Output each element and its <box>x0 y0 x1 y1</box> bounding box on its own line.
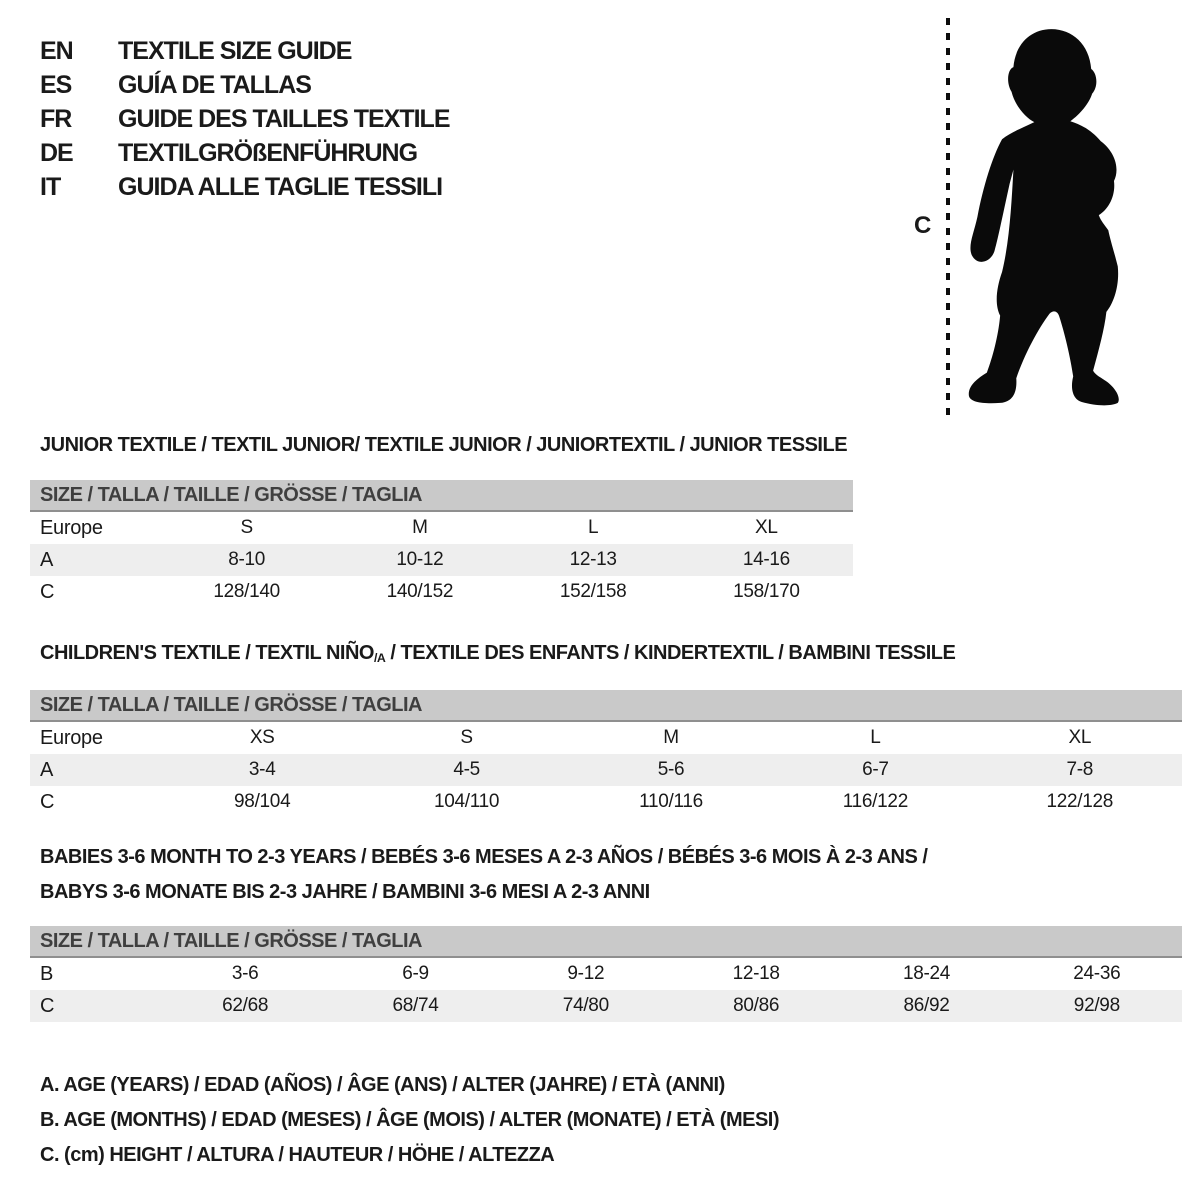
column-header: M <box>412 517 428 538</box>
language-code: FR <box>40 104 72 133</box>
babies-size-table <box>30 926 1182 1022</box>
title-text: CHILDREN'S TEXTILE / TEXTIL NIÑO <box>40 642 374 664</box>
cell: 14-16 <box>742 549 790 570</box>
cell: 104/110 <box>434 791 500 812</box>
cell: 122/128 <box>1046 791 1114 812</box>
cell: 18-24 <box>902 963 951 984</box>
table-row-height <box>30 576 853 608</box>
language-code: DE <box>40 138 73 167</box>
cell: 10-12 <box>396 549 444 570</box>
cell: 4-5 <box>453 759 480 780</box>
region-label: Europe <box>40 516 103 539</box>
cell: 152/158 <box>559 581 627 602</box>
table-row-age <box>30 544 853 576</box>
column-header: M <box>663 727 679 748</box>
cell: 12-13 <box>569 549 617 570</box>
row-label: A <box>40 548 54 571</box>
size-header-band: SIZE / TALLA / TAILLE / GRÖSSE / TAGLIA <box>30 480 853 512</box>
row-label: A <box>40 758 54 781</box>
junior-size-table <box>30 480 853 608</box>
cell: 74/80 <box>562 995 609 1016</box>
cell: 3-4 <box>248 759 276 780</box>
column-header: L <box>870 727 881 748</box>
cell: 6-9 <box>402 963 429 984</box>
legend-line-b: B. AGE (MONTHS) / EDAD (MESES) / ÂGE (MOIS) / ALTER (MONATE) / ETÀ (MESI) <box>40 1109 780 1131</box>
cell: 128/140 <box>213 581 280 602</box>
column-header: S <box>240 517 253 538</box>
column-header: XL <box>1068 727 1092 748</box>
cell: 140/152 <box>386 581 454 602</box>
babies-section-title-line2: BABYS 3-6 MONATE BIS 2-3 JAHRE / BAMBINI 3-6 MESI A 2-3 ANNI <box>40 881 650 903</box>
table-row-age <box>30 754 1182 786</box>
table-row-height <box>30 990 1182 1022</box>
guide-title: TEXTILE SIZE GUIDE <box>118 36 352 65</box>
cell: 3-6 <box>231 963 259 984</box>
legend <box>40 1068 779 1173</box>
cell: 68/74 <box>392 995 439 1016</box>
cell: 5-6 <box>657 759 685 780</box>
cell: 9-12 <box>567 963 605 984</box>
column-header: XS <box>249 727 275 748</box>
cell: 92/98 <box>1073 995 1120 1016</box>
guide-title: GUIDA ALLE TAGLIE TESSILI <box>118 172 443 201</box>
language-code: ES <box>40 70 72 99</box>
row-label: C <box>40 790 55 813</box>
language-row <box>40 68 450 102</box>
children-section-title <box>40 642 955 665</box>
language-row <box>40 102 450 136</box>
table-row-height <box>30 786 1182 818</box>
toddler-silhouette <box>966 18 1132 416</box>
cell: 24-36 <box>1073 963 1121 984</box>
legend-line-a: A. AGE (YEARS) / EDAD (AÑOS) / ÂGE (ANS) / ALTER (JAHRE) / ETÀ (ANNI) <box>40 1074 725 1096</box>
children-size-table <box>30 690 1182 818</box>
cell: 12-18 <box>732 963 780 984</box>
cell: 7-8 <box>1066 759 1094 780</box>
column-header: S <box>460 727 473 748</box>
title-subscript: /A <box>373 651 386 666</box>
size-header-band: SIZE / TALLA / TAILLE / GRÖSSE / TAGLIA <box>30 690 1182 722</box>
cell: 6-7 <box>862 759 889 780</box>
cell: 158/170 <box>733 581 800 602</box>
table-header-row <box>30 512 853 544</box>
cell: 62/68 <box>222 995 269 1016</box>
height-measure-dashed-line <box>946 18 950 417</box>
legend-line-c: C. (cm) HEIGHT / ALTURA / HAUTEUR / HÖHE / ALTEZZA <box>40 1144 555 1166</box>
column-header: L <box>587 517 599 538</box>
cell: 98/104 <box>234 791 291 812</box>
babies-section-title-line1: BABIES 3-6 MONTH TO 2-3 YEARS / BEBÉS 3-6 MESES A 2-3 AÑOS / BÉBÉS 3-6 MOIS À 2-3 ANS / <box>40 846 928 868</box>
row-label: C <box>40 994 55 1017</box>
guide-title: GUIDE DES TAILLES TEXTILE <box>118 104 450 133</box>
language-row <box>40 136 450 170</box>
language-row <box>40 170 450 204</box>
cell: 110/116 <box>639 791 703 812</box>
language-list <box>40 34 450 204</box>
cell: 8-10 <box>228 549 266 570</box>
cell: 116/122 <box>842 791 908 812</box>
language-row <box>40 34 450 68</box>
table-header-row <box>30 722 1182 754</box>
region-label: Europe <box>40 726 103 749</box>
language-code: IT <box>40 172 61 201</box>
guide-title: GUÍA DE TALLAS <box>118 70 311 99</box>
height-measure-label: C <box>914 212 932 239</box>
table-row-age-months <box>30 958 1182 990</box>
column-header: XL <box>755 517 778 538</box>
title-text: / TEXTILE DES ENFANTS / KINDERTEXTIL / BAMBINI TESSILE <box>385 642 956 664</box>
cell: 86/92 <box>903 995 950 1016</box>
cell: 80/86 <box>733 995 780 1016</box>
row-label: C <box>40 580 55 603</box>
size-header-band: SIZE / TALLA / TAILLE / GRÖSSE / TAGLIA <box>30 926 1182 958</box>
row-label: B <box>40 962 54 985</box>
junior-section-title: JUNIOR TEXTILE / TEXTIL JUNIOR/ TEXTILE JUNIOR / JUNIORTEXTIL / JUNIOR TESSILE <box>40 434 848 456</box>
language-code: EN <box>40 36 73 65</box>
guide-title: TEXTILGRÖßENFÜHRUNG <box>118 138 418 167</box>
